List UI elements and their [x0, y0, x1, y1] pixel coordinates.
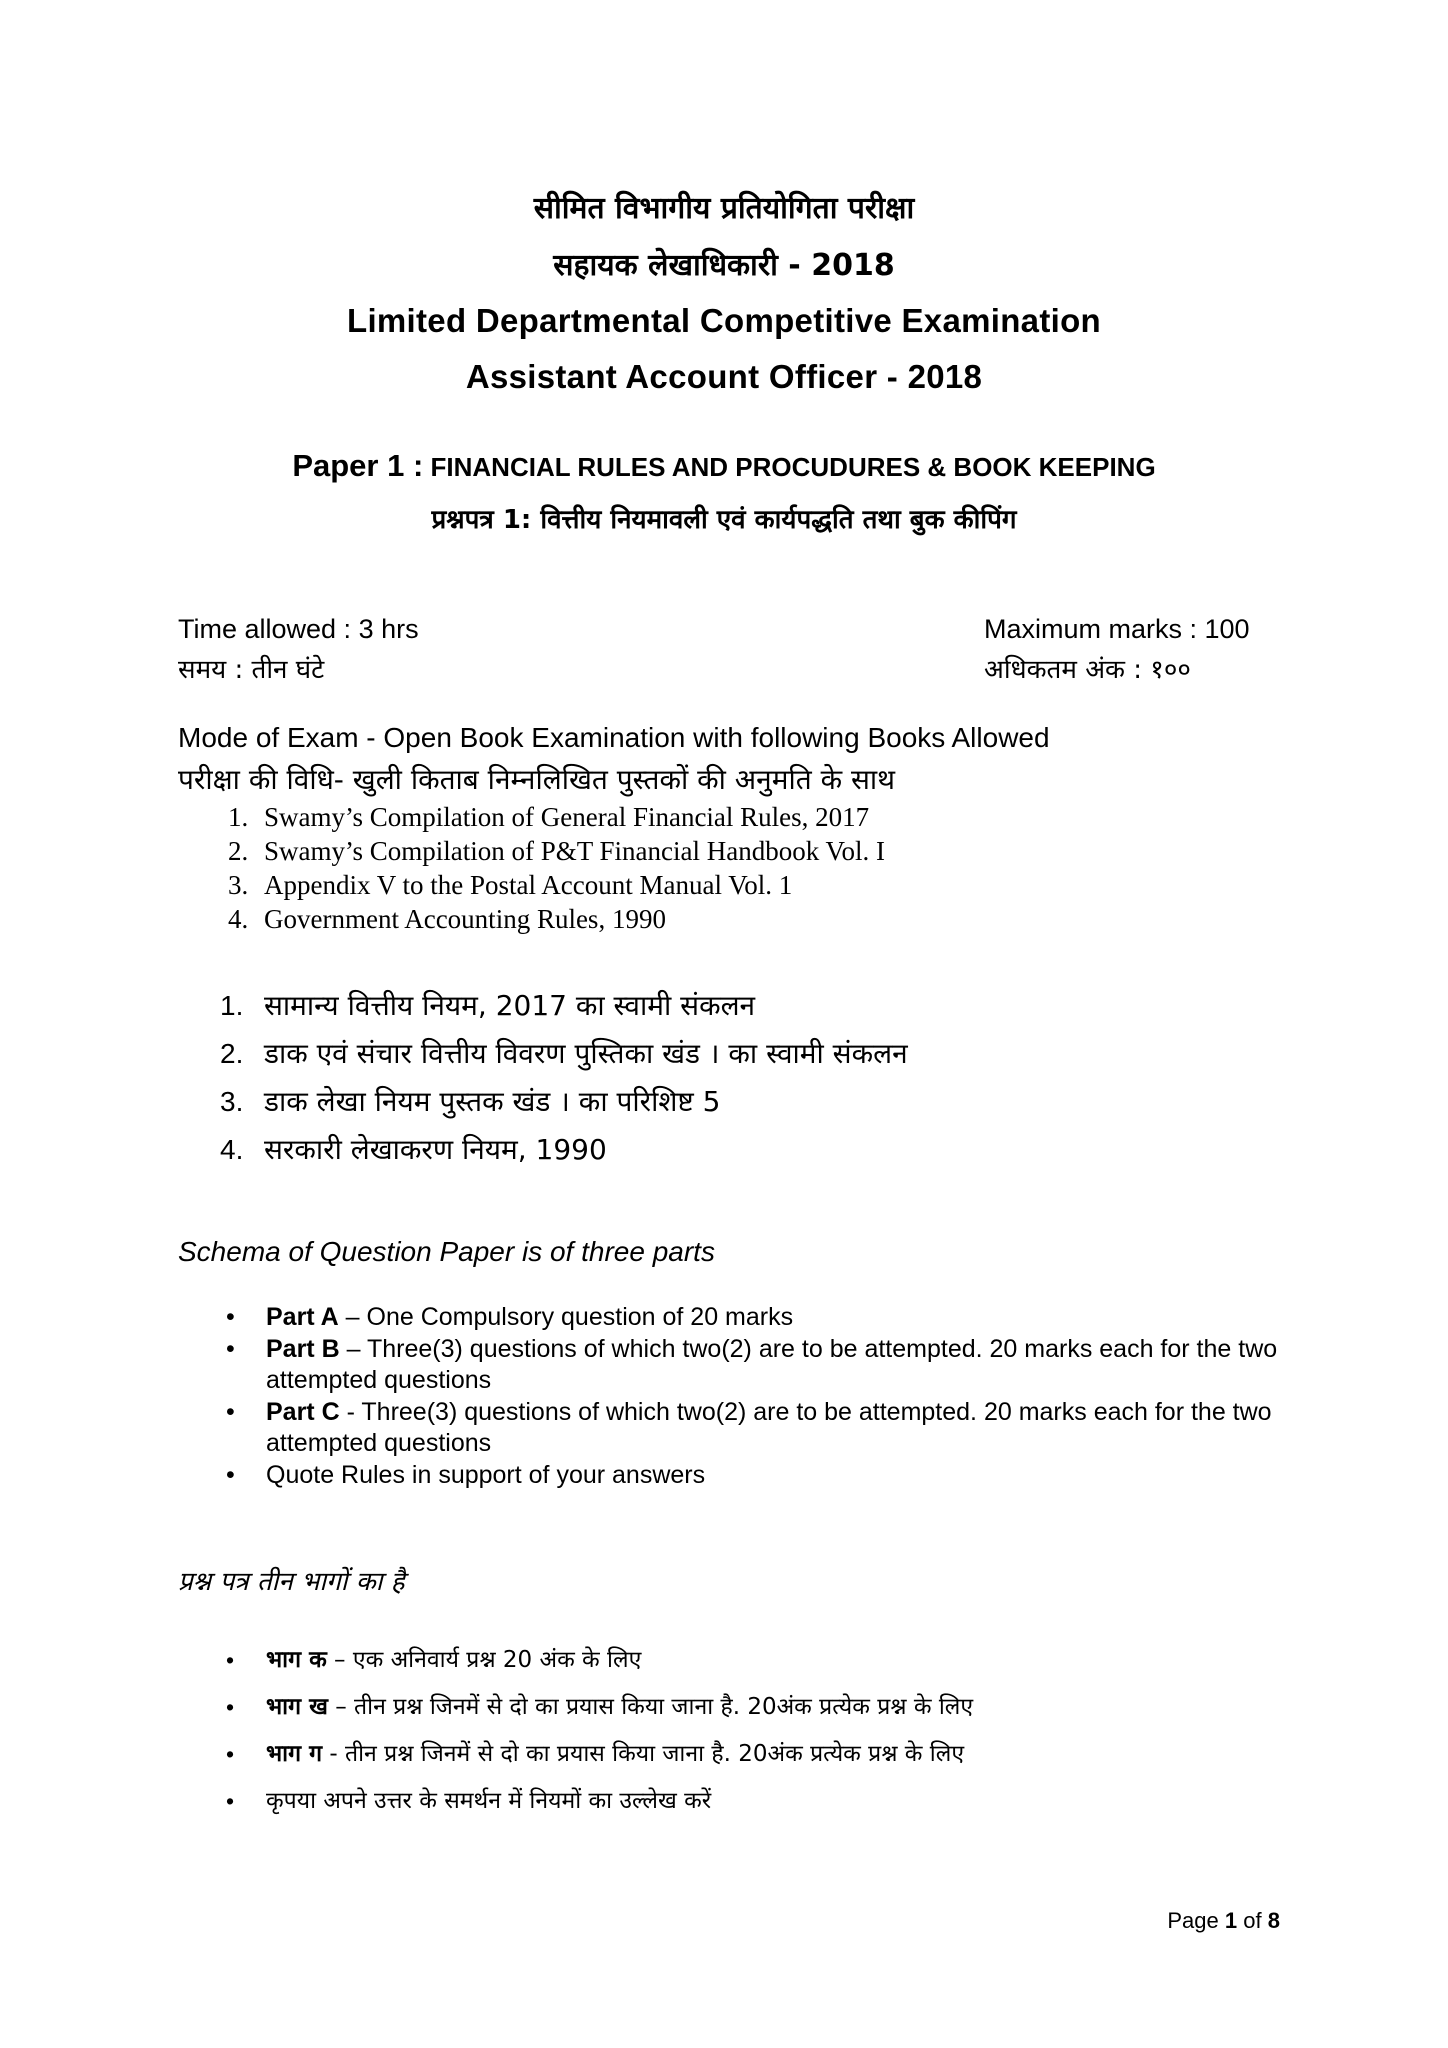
time-allowed-hindi: समय : तीन घंटे [178, 655, 325, 685]
maximum-marks-hindi: अधिकतम अंक : १०० [984, 655, 1191, 685]
list-item: 3. डाक लेखा नियम पुस्तक खंड । का परिशिष्ट 5 [220, 1085, 721, 1118]
exam-mode: Mode of Exam - Open Book Examination with following Books Allowed [178, 722, 1050, 753]
english-title-line-2: Assistant Account Officer - 2018 [465, 358, 983, 395]
list-item: 2. Swamy’s Compilation of P&T Financial Handbook Vol. I [228, 836, 885, 866]
list-item: 4. Government Accounting Rules, 1990 [228, 904, 666, 934]
list-item: • भाग क – एक अनिवार्य प्रश्न 20 अंक के लिए [226, 1637, 1286, 1684]
time-allowed: Time allowed : 3 hrs [178, 614, 419, 644]
list-item: • Part C - Three(3) questions of which two(2) are to be attempted. 20 marks each for the two attempted questions [226, 1397, 1286, 1459]
maximum-marks: Maximum marks : 100 [984, 614, 1250, 644]
hindi-title-line-2: सहायक लेखाधिकारी - 2018 [553, 248, 895, 283]
list-item: • Part A – One Compulsory question of 20 marks [226, 1302, 1286, 1333]
list-item: 3. Appendix V to the Postal Account Manual Vol. 1 [228, 870, 793, 900]
list-item: • कृपया अपने उत्तर के समर्थन में नियमों का उल्लेख करें [226, 1778, 1286, 1825]
list-item: • Part B – Three(3) questions of which two(2) are to be attempted. 20 marks each for the two attempted questions [226, 1334, 1286, 1396]
english-title-line-1: Limited Departmental Competitive Examination [346, 302, 1101, 339]
list-item: 2. डाक एवं संचार वित्तीय विवरण पुस्तिका खंड । का स्वामी संकलन [220, 1037, 908, 1070]
list-item: • Quote Rules in support of your answers [226, 1460, 1286, 1491]
exam-mode-hindi: परीक्षा की विधि- खुली किताब निम्नलिखित पुस्तकों की अनुमति के साथ [178, 763, 896, 796]
list-item: 4. सरकारी लेखाकरण नियम, 1990 [220, 1133, 607, 1166]
paper-heading-hindi: प्रश्नपत्र 1: वित्तीय नियमावली एवं कार्यपद्धति तथा बुक कीपिंग [431, 505, 1017, 535]
schema-heading: Schema of Question Paper is of three parts [178, 1236, 715, 1267]
allowed-books-list-hindi [220, 982, 908, 1174]
schema-heading-hindi: प्रश्न पत्र तीन भागों का है [178, 1567, 405, 1597]
paper-subject: FINANCIAL RULES AND PROCUDURES & BOOK KEEPING [430, 452, 1156, 482]
list-item: 1. सामान्य वित्तीय नियम, 2017 का स्वामी संकलन [220, 989, 756, 1022]
list-item: • भाग ग - तीन प्रश्न जिनमें से दो का प्रयास किया जाना है. 20अंक प्रत्येक प्रश्न के लिए [226, 1731, 1286, 1778]
hindi-title-line-1: सीमित विभागीय प्रतियोगिता परीक्षा [533, 191, 915, 226]
list-item: • भाग ख – तीन प्रश्न जिनमें से दो का प्रयास किया जाना है. 20अंक प्रत्येक प्रश्न के लिए [226, 1684, 1286, 1731]
page-number: Page 1 of 8 [1167, 1908, 1280, 1933]
schema-parts-list [226, 1302, 1286, 1492]
allowed-books-list [228, 800, 885, 936]
list-item: 1. Swamy’s Compilation of General Financial Rules, 2017 [228, 802, 870, 832]
paper-heading [0, 448, 1448, 484]
schema-parts-list-hindi [226, 1637, 1286, 1825]
paper-label: Paper 1 : [292, 448, 424, 483]
